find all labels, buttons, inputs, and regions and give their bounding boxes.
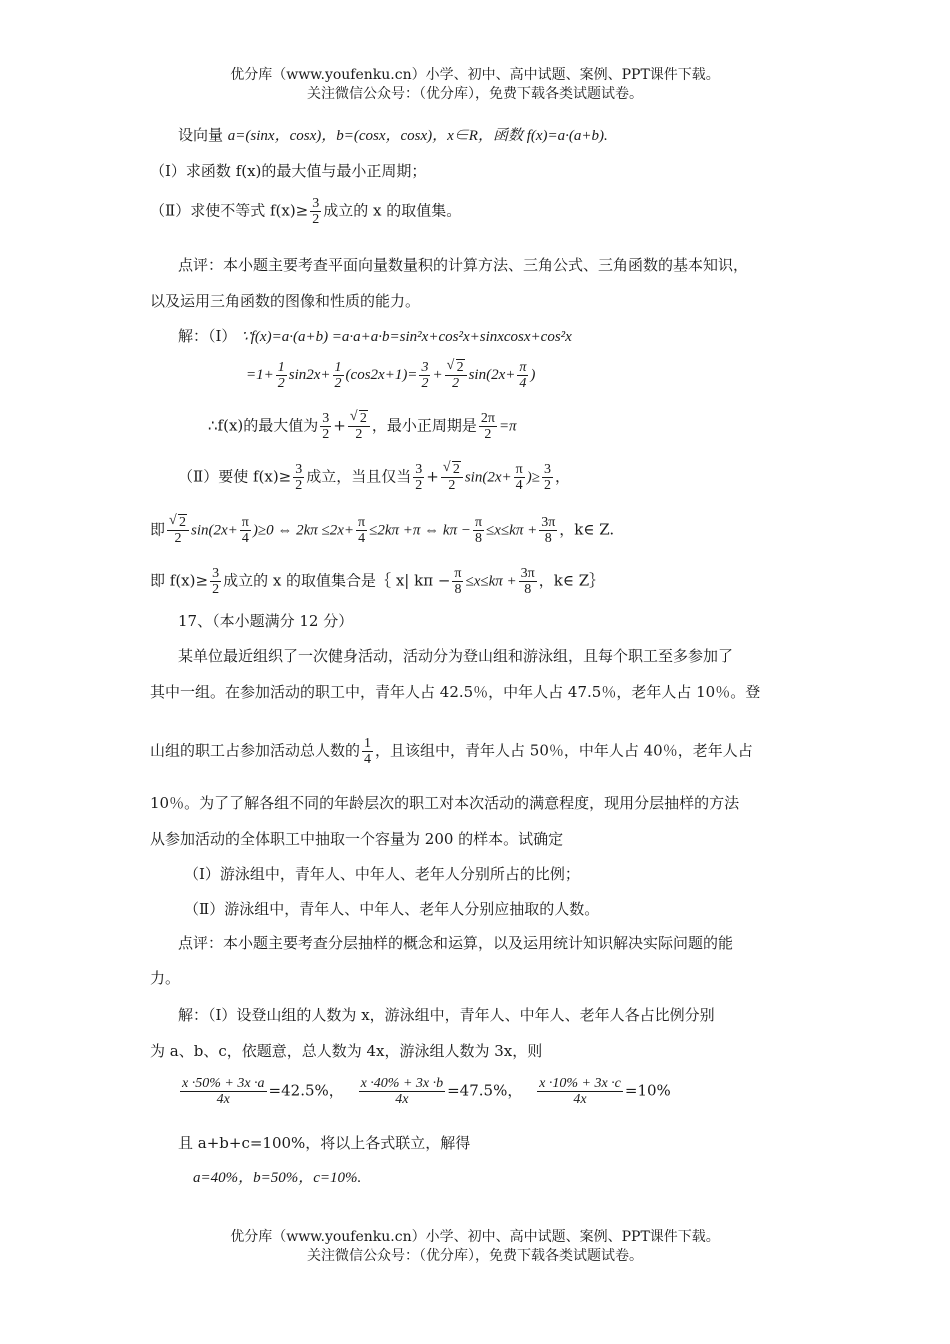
p16-sol1-expr: ∵f(x)=a·(a+b) =a·a+a·b=sin²x+cos²x+sinxcosx+cos²x <box>241 329 572 345</box>
p17-paragraph-3: 山组的职工占参加活动总人数的 $\frac{1}{4}$ ，且该组中，青年人占 50％，中年人占 40％，老年人占 <box>150 736 753 767</box>
sqrt-symbol: √ 2 <box>169 515 187 530</box>
equation-2-rhs: =47.5%， <box>447 1081 523 1100</box>
p17-paragraph-1: 某单位最近组织了一次健身活动，活动分为登山组和游泳组，且每个职工至多参加了 <box>178 647 734 665</box>
p16-q2-b: 成立的 x 的取值集。 <box>323 201 462 220</box>
fraction: $\frac{\pi}{4}$ <box>519 360 527 391</box>
footer-line-2: 关注微信公众号：（优分库），免费下载各类试题试卷。 <box>307 1248 643 1264</box>
header-line-1: 优分库（www.youfenku.cn）小学、初中、高中试题、案例、PPT课件下载。 <box>230 67 720 83</box>
fraction: √ $\frac{2}{2}$ <box>445 360 467 391</box>
p17-comment-2: 力。 <box>150 969 181 987</box>
p16-question-2 <box>150 196 461 227</box>
fraction: $\frac{\pi}{4}$ <box>358 515 366 546</box>
p16-intro-expr: a=(sinx，cosx)，b=(cosx，cosx)，x∈R，函数 f(x)=a·(a+b). <box>227 128 608 144</box>
p17-equations <box>178 1076 671 1107</box>
fraction: $\frac{\pi}{4}$ <box>241 515 249 546</box>
p16-solution-6: 即 f(x)≥ $\frac{3}{2}$ 成立的 x 的取值集合是｛ x| kπ − $\frac{\pi}{8}$ ≤x≤kπ + $\frac{3\pi}{8}$ ，k∈ Z｝ <box>150 566 605 597</box>
p16-question-1: （Ⅰ）求函数 f(x)的最大值与最小正周期； <box>150 162 427 180</box>
p16-q2-a: （Ⅱ）求使不等式 f(x)≥ <box>150 201 309 220</box>
header-line-2: 关注微信公众号：（优分库），免费下载各类试题试卷。 <box>307 86 643 102</box>
p16-comment-2: 以及运用三角函数的图像和性质的能力。 <box>150 292 421 310</box>
p17-solution-4: a=40%，b=50%，c=10%. <box>193 1170 362 1186</box>
p17-solution-2: 为 a、b、c，依题意，总人数为 4x，游泳组人数为 3x，则 <box>150 1042 543 1060</box>
p16-solution-2: =1+ $\frac{1}{2}$ sin2x+ $\frac{1}{2}$ (cos2x+1)= $\frac{3}{2}$ + √ $\frac{2}{2}$ sin(2x+ $\frac{\pi}{4}$ ) <box>246 360 535 391</box>
fraction: $\frac{1}{2}$ <box>334 360 342 391</box>
p16-solution-1 <box>178 325 572 348</box>
p17-paragraph-2: 其中一组。在参加活动的职工中，青年人占 42.5％，中年人占 47.5％，老年人占 10％。登 <box>150 683 761 701</box>
fraction: $\frac{3\pi}{8}$ <box>541 515 556 546</box>
p17-paragraph-4: 10％。为了了解各组不同的年龄层次的职工对本次活动的满意程度，现用分层抽样的方法 <box>150 794 740 812</box>
fraction: $\frac{3}{2}$ <box>212 566 220 597</box>
fraction: $\frac{3}{2}$ <box>421 360 429 391</box>
fraction: $\frac{3}{2}$ <box>543 462 551 493</box>
p17-comment-1: 点评：本小题主要考查分层抽样的概念和运算，以及运用统计知识解决实际问题的能 <box>178 934 734 952</box>
fraction: $\frac{3\pi}{8}$ <box>520 566 535 597</box>
fraction: $\frac{2\pi}{2}$ <box>480 411 495 442</box>
equation-1-fraction: $\frac{x \cdot 50\% + 3x \cdot a}{4x}$ <box>182 1076 265 1107</box>
p17-title: 17、（本小题满分 12 分） <box>178 612 354 630</box>
p17-paragraph-5: 从参加活动的全体职工中抽取一个容量为 200 的样本。试确定 <box>150 830 564 848</box>
p16-intro-text: 设向量 <box>178 126 224 144</box>
p17-question-2: （Ⅱ）游泳组中，青年人、中年人、老年人分别应抽取的人数。 <box>184 900 600 918</box>
p16-intro <box>178 124 608 147</box>
sqrt-symbol: √ 2 <box>350 411 368 426</box>
p16-solution-5: 即 √ $\frac{2}{2}$ sin(2x+ $\frac{\pi}{4}$ )≥0 ⇔ 2kπ ≤2x+ $\frac{\pi}{4}$ ≤2kπ +π ⇔ kπ − $\frac{\pi}{8}$ ≤x≤kπ + $\frac{3\pi}{8}$ ，k∈ Z. <box>150 515 614 546</box>
footer-line-1: 优分库（www.youfenku.cn）小学、初中、高中试题、案例、PPT课件下载。 <box>230 1229 720 1245</box>
p16-comment-1: 点评：本小题主要考查平面向量数量积的计算方法、三角公式、三角函数的基本知识， <box>178 256 749 274</box>
fraction: $\frac{3}{2}$ <box>312 196 320 227</box>
p16-solution-3: ∴f(x)的最大值为 $\frac{3}{2}$ + √ $\frac{2}{2}$ ，最小正周期是 $\frac{2\pi}{2}$ =π <box>208 411 517 442</box>
p17-solution-1: 解：（Ⅰ）设登山组的人数为 x，游泳组中，青年人、中年人、老年人各占比例分别 <box>178 1006 715 1024</box>
fraction: √ $\frac{2}{2}$ <box>348 411 370 442</box>
p16-solution-4: （Ⅱ）要使 f(x)≥ $\frac{3}{2}$ 成立，当且仅当 $\frac{3}{2}$ + √ $\frac{2}{2}$ sin(2x+ $\frac{\pi}{4}$ )≥ $\frac{3}{2}$ ， <box>178 462 570 493</box>
equation-3-fraction: $\frac{x \cdot 10\% + 3x \cdot c}{4x}$ <box>539 1076 621 1107</box>
fraction: $\frac{1}{2}$ <box>277 360 285 391</box>
fraction: √ $\frac{2}{2}$ <box>167 515 189 546</box>
p17-question-1: （Ⅰ）游泳组中，青年人、中年人、老年人分别所占的比例； <box>184 865 580 883</box>
fraction: $\frac{\pi}{4}$ <box>515 462 523 493</box>
fraction: √ $\frac{2}{2}$ <box>441 462 463 493</box>
fraction: $\frac{1}{4}$ <box>364 736 372 767</box>
p17-solution-3: 且 a+b+c=100%，将以上各式联立，解得 <box>178 1134 471 1152</box>
sqrt-symbol: √ 2 <box>447 360 465 375</box>
fraction: $\frac{3}{2}$ <box>322 411 330 442</box>
equation-1-rhs: =42.5%， <box>268 1081 344 1100</box>
sqrt-symbol: √ 2 <box>443 462 461 477</box>
equation-3-rhs: =10% <box>624 1081 671 1100</box>
fraction: $\frac{3}{2}$ <box>295 462 303 493</box>
p16-sol1-label: 解：（Ⅰ） <box>178 327 237 345</box>
fraction: $\frac{\pi}{8}$ <box>474 515 483 546</box>
fraction: $\frac{\pi}{8}$ <box>454 566 462 597</box>
equation-2-fraction: $\frac{x \cdot 40\% + 3x \cdot b}{4x}$ <box>360 1076 444 1107</box>
fraction: $\frac{3}{2}$ <box>415 462 423 493</box>
